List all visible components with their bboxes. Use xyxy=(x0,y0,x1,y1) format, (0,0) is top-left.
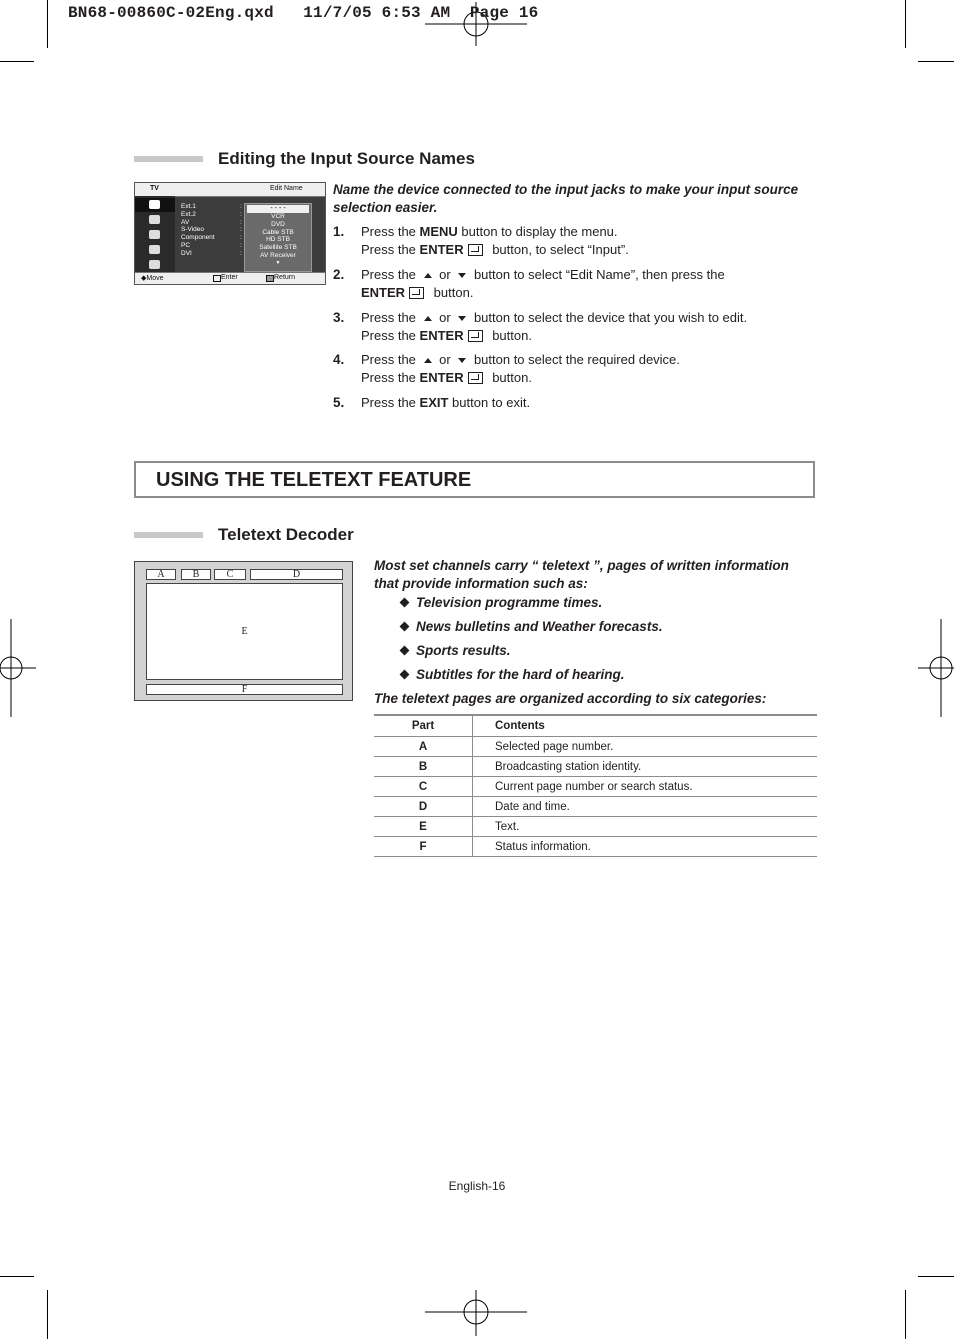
crop-mark xyxy=(0,1276,34,1277)
table-cell-contents: Status information. xyxy=(473,837,818,857)
osd-source-item: DVI xyxy=(181,249,192,257)
step-text: button to exit. xyxy=(448,395,531,410)
osd-bottom-bar xyxy=(135,272,325,284)
step-number: 4. xyxy=(333,352,345,367)
exit-key: EXIT xyxy=(419,395,449,410)
crop-mark xyxy=(905,1290,906,1339)
enter-icon xyxy=(468,244,483,256)
registration-mark-bottom xyxy=(425,1290,527,1336)
osd-source-item: PC xyxy=(181,241,191,249)
step-text: or xyxy=(435,310,455,325)
diamond-bullet-icon xyxy=(400,598,410,608)
table-row xyxy=(374,737,817,757)
input-icon xyxy=(135,198,175,212)
osd-return-hint: Return xyxy=(274,274,296,281)
table-cell-contents: Selected page number. xyxy=(473,737,818,757)
osd-top-bar xyxy=(135,183,325,197)
enter-icon xyxy=(213,275,221,282)
osd-source-item: S-Video xyxy=(181,226,205,234)
diamond-bullet-icon xyxy=(400,670,410,680)
osd-device-popup xyxy=(244,203,312,272)
table-cell-contents: Date and time. xyxy=(473,797,818,817)
list-item-text: Television programme times. xyxy=(416,595,603,610)
page-number: English-16 xyxy=(448,1179,506,1193)
arrow-up-icon xyxy=(424,316,432,321)
enter-icon xyxy=(409,287,424,299)
table-cell-contents: Broadcasting station identity. xyxy=(473,757,818,777)
step-body xyxy=(361,394,821,412)
list-item-text: Subtitles for the hard of hearing. xyxy=(416,667,625,682)
arrow-up-icon xyxy=(424,273,432,278)
table-row xyxy=(374,817,817,837)
setup-icon xyxy=(135,258,175,272)
teletext-categories-table xyxy=(374,714,817,857)
osd-source-list xyxy=(181,203,215,258)
list-item xyxy=(401,619,663,634)
step-text: button to select the device that you wish to edit. xyxy=(470,310,748,325)
osd-colon: : xyxy=(240,218,242,226)
feature-banner xyxy=(134,461,815,498)
osd-move-hint: ◆Move xyxy=(141,275,164,282)
osd-selected-value: - - - - xyxy=(247,205,309,213)
step-2 xyxy=(333,266,823,306)
diagram-part-d: D xyxy=(250,569,343,580)
osd-source-item: AV xyxy=(181,218,190,226)
list-item-text: News bulletins and Weather forecasts. xyxy=(416,619,663,634)
crop-mark xyxy=(905,0,906,48)
osd-tv-label: TV xyxy=(150,185,159,192)
osd-colon: : xyxy=(240,249,242,257)
table-row xyxy=(374,797,817,817)
teletext-layout-diagram xyxy=(134,561,353,701)
diagram-part-c: C xyxy=(214,569,246,580)
diamond-bullet-icon xyxy=(400,622,410,632)
step-text: button. xyxy=(488,328,532,343)
file-slug: BN68-00860C-02Eng.qxd 11/7/05 6:53 AM Page 16 xyxy=(68,4,539,22)
step-text: Press the xyxy=(361,242,420,257)
enter-key: ENTER xyxy=(419,370,464,385)
step-4 xyxy=(333,351,823,391)
step-number: 3. xyxy=(333,310,345,325)
osd-colon: : xyxy=(240,210,242,218)
table-cell-part: D xyxy=(374,797,473,817)
osd-enter-hint: Enter xyxy=(221,274,238,281)
crop-mark xyxy=(0,61,34,62)
table-cell-contents: Text. xyxy=(473,817,818,837)
step-text: Press the xyxy=(361,224,420,239)
arrow-down-icon xyxy=(458,358,466,363)
crop-mark xyxy=(918,1276,954,1277)
osd-colon: : xyxy=(240,226,242,234)
osd-colon: : xyxy=(240,234,242,242)
osd-header: Edit Name xyxy=(270,185,303,192)
step-text: Press the xyxy=(361,310,420,325)
step-text: or xyxy=(435,352,455,367)
list-item xyxy=(401,667,625,682)
list-item xyxy=(401,643,511,658)
step-text: button, to select “Input”. xyxy=(488,242,629,257)
editing-intro: Name the device connected to the input jacks to make your input source selection easier. xyxy=(333,182,799,215)
enter-key: ENTER xyxy=(419,328,464,343)
step-text: Press the xyxy=(361,328,420,343)
step-body xyxy=(361,266,821,302)
list-item xyxy=(401,595,602,610)
crop-mark xyxy=(47,0,48,48)
step-text: Press the xyxy=(361,352,420,367)
crop-mark xyxy=(47,1290,48,1339)
table-cell-part: E xyxy=(374,817,473,837)
channel-icon xyxy=(135,243,175,257)
osd-edit-name-menu xyxy=(134,182,326,285)
osd-option: Cable STB xyxy=(262,228,294,236)
categories-intro: The teletext pages are organized according to six categories: xyxy=(374,691,767,706)
table-cell-part: A xyxy=(374,737,473,757)
table-cell-part: C xyxy=(374,777,473,797)
arrow-down-icon xyxy=(458,273,466,278)
enter-icon xyxy=(468,372,483,384)
column-header-contents: Contents xyxy=(473,715,818,737)
registration-mark-right xyxy=(918,619,954,717)
table-row xyxy=(374,777,817,797)
table-header-row xyxy=(374,715,817,737)
osd-option-list xyxy=(245,213,311,268)
enter-key: ENTER xyxy=(361,285,406,300)
step-text: Press the xyxy=(361,370,420,385)
section-bar xyxy=(134,532,203,538)
table-row xyxy=(374,837,817,857)
crop-mark xyxy=(918,61,954,62)
step-3 xyxy=(333,309,823,349)
registration-mark-left xyxy=(0,619,36,717)
osd-option: HD STB xyxy=(266,236,290,244)
table-cell-part: B xyxy=(374,757,473,777)
step-body xyxy=(361,309,821,345)
teletext-intro: Most set channels carry “ teletext ”, pages of written information that provide information such as: xyxy=(374,558,789,591)
osd-source-item: Component xyxy=(181,234,215,242)
osd-icon-column xyxy=(135,196,175,273)
return-icon xyxy=(266,275,274,282)
diamond-bullet-icon xyxy=(400,646,410,656)
step-number: 2. xyxy=(333,267,345,282)
step-text: button to display the menu. xyxy=(457,224,618,239)
step-number: 5. xyxy=(333,395,345,410)
osd-colon: : xyxy=(240,203,242,210)
osd-option: VCR xyxy=(271,213,285,220)
sound-icon xyxy=(135,228,175,242)
osd-option: AV Receiver xyxy=(260,251,296,259)
table-cell-contents: Current page number or search status. xyxy=(473,777,818,797)
arrow-up-icon xyxy=(424,358,432,363)
osd-colon: : xyxy=(240,241,242,249)
osd-source-item: Ext.1 xyxy=(181,203,196,210)
list-item-text: Sports results. xyxy=(416,643,511,658)
section-title-teletext: Teletext Decoder xyxy=(218,525,354,544)
teletext-bullet-list xyxy=(401,595,821,685)
osd-colon-column xyxy=(240,203,242,258)
osd-source-item: Ext.2 xyxy=(181,210,196,218)
osd-option: DVD xyxy=(271,220,285,228)
section-bar xyxy=(134,156,203,162)
feature-banner-title: USING THE TELETEXT FEATURE xyxy=(156,469,472,491)
step-text: button. xyxy=(488,370,532,385)
step-1 xyxy=(333,223,823,263)
column-header-part: Part xyxy=(374,715,473,737)
step-text: Press the xyxy=(361,267,420,282)
enter-key: ENTER xyxy=(419,242,464,257)
step-body xyxy=(361,223,821,259)
osd-more-arrow-icon: ▼ xyxy=(275,259,281,266)
step-text: button to select the required device. xyxy=(470,352,680,367)
osd-option: Satellite STB xyxy=(259,244,297,252)
step-5 xyxy=(333,394,823,414)
picture-icon xyxy=(135,213,175,227)
table-cell-part: F xyxy=(374,837,473,857)
table-row xyxy=(374,757,817,777)
section-title-editing: Editing the Input Source Names xyxy=(218,149,475,168)
menu-key: MENU xyxy=(419,224,458,239)
step-text: or xyxy=(435,267,455,282)
diagram-part-e: E xyxy=(146,583,343,680)
step-body xyxy=(361,351,821,387)
arrow-down-icon xyxy=(458,316,466,321)
step-text: button. xyxy=(430,285,474,300)
diagram-part-a: A xyxy=(146,569,176,580)
step-text: Press the xyxy=(361,395,420,410)
diagram-part-f: F xyxy=(146,684,343,695)
step-number: 1. xyxy=(333,224,345,239)
enter-icon xyxy=(468,330,483,342)
diagram-part-b: B xyxy=(181,569,211,580)
step-text: button to select “Edit Name”, then press the xyxy=(470,267,725,282)
